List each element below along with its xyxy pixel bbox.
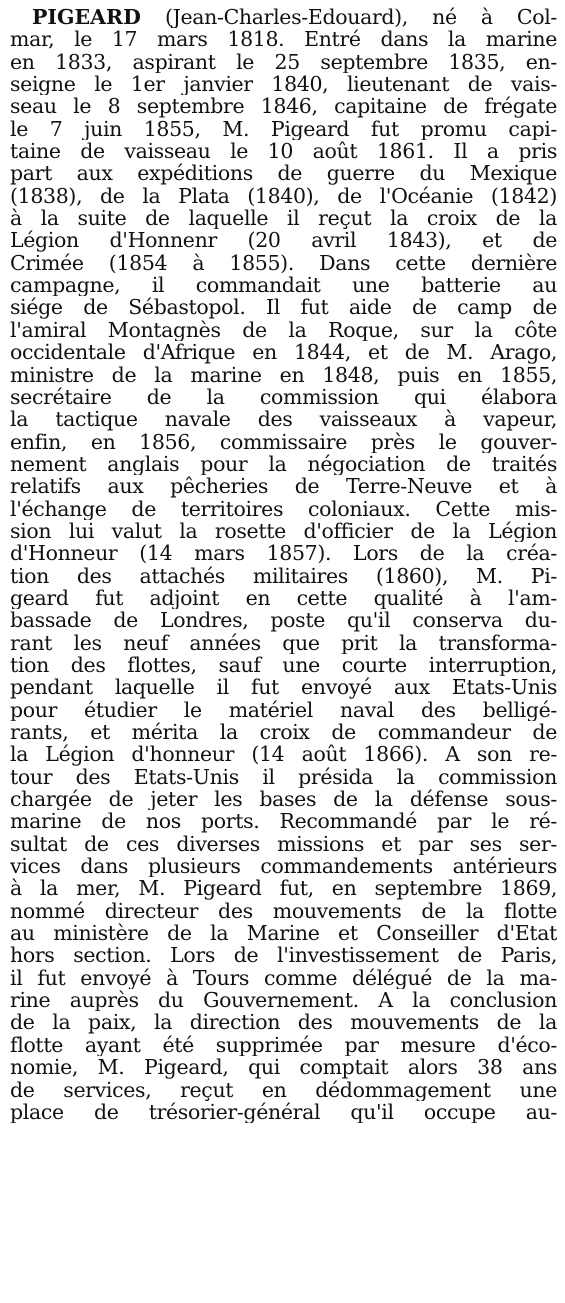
entry-text-line: bassade de Londres, poste qu'il conserva du- <box>10 609 557 632</box>
entry-text-line: tion des attachés militaires (1860), M. Pi- <box>10 564 557 587</box>
entry-text-line: rant les neuf années que prit la transforma- <box>10 631 557 654</box>
entry-text-line: de la paix, la direction des mouvements de la <box>10 1011 557 1034</box>
entry-text-line: chargée de jeter les bases de la défense sous- <box>10 788 557 811</box>
entry-text-line: d'Honneur (14 mars 1857). Lors de la créa- <box>10 542 557 565</box>
entry-text-line: part aux expéditions de guerre du Mexique <box>10 162 557 185</box>
entry-text-line: siége de Sébastopol. Il fut aide de camp de <box>10 296 557 319</box>
entry-text-line: secrétaire de la commission qui élabora <box>10 385 557 409</box>
entry-text-line: vices dans plusieurs commandements antérieurs <box>10 855 557 878</box>
entry-text-line: il fut envoyé à Tours comme délégué de la ma- <box>10 966 557 990</box>
entry-text-line: le 7 juin 1855, M. Pigeard fut promu capi- <box>10 117 557 141</box>
entry-text-line: place de trésorier-général qu'il occupe au- <box>10 1100 557 1124</box>
entry-text-line: l'échange de territoires coloniaux. Cette mis- <box>10 497 557 520</box>
entry-text-line: relatifs aux pêcheries de Terre-Neuve et à <box>10 475 557 498</box>
entry-text-line: hors section. Lors de l'investissement de Paris, <box>10 944 557 967</box>
entry-text-line: l'amiral Montagnès de la Roque, sur la côte <box>10 318 557 342</box>
entry-text-line: seau le 8 septembre 1846, capitaine de frégate <box>10 95 557 118</box>
entry-first-line <box>10 6 557 28</box>
entry-text-line: pour étudier le matériel naval des belligé- <box>10 698 557 721</box>
entry-text-line: de services, reçut en dédommagement une <box>10 1078 557 1101</box>
entry-text-line: sion lui valut la rosette d'officier de la Légion <box>10 519 557 543</box>
entry-text-line: Légion d'Honnenr (20 avril 1843), et de <box>10 229 557 252</box>
entry-text-line: tion des flottes, sauf une courte interruption, <box>10 653 557 677</box>
entry-text-line: rants, et mérita la croix de commandeur de <box>10 721 557 744</box>
entry-text-line: geard fut adjoint en cette qualité à l'am- <box>10 586 557 610</box>
entry-text-line: pendant laquelle il fut envoyé aux Etats-Unis <box>10 676 557 699</box>
entry-headword: PIGEARD <box>32 6 141 29</box>
entry-text-line: nement anglais pour la négociation de traités <box>10 452 557 476</box>
entry-text-line: campagne, il commandait une batterie au <box>10 274 557 297</box>
entry-text-line: flotte ayant été supprimée par mesure d'éco- <box>10 1033 557 1057</box>
entry-text-line: au ministère de la Marine et Conseiller d'Etat <box>10 922 557 945</box>
entry-text-line: enfin, en 1856, commissaire près le gouver- <box>10 430 557 453</box>
entry-text-line: sultat de ces diverses missions et par ses ser- <box>10 832 557 856</box>
entry-text-line: nomie, M. Pigeard, qui comptait alors 38 ans <box>10 1056 557 1079</box>
entry-text-line: ministre de la marine en 1848, puis en 1855, <box>10 363 557 386</box>
entry-text-line: seigne le 1er janvier 1840, lieutenant de vais- <box>10 73 557 96</box>
entry-text-line: à la suite de laquelle il reçut la croix de la <box>10 207 557 230</box>
entry-text-line: occidentale d'Afrique en 1844, et de M. Arago, <box>10 341 557 364</box>
entry-text-line: Crimée (1854 à 1855). Dans cette dernière <box>10 251 557 275</box>
entry-text-line: la Légion d'honneur (14 août 1866). A son re- <box>10 743 557 766</box>
entry-text-line: taine de vaisseau le 10 août 1861. Il a pris <box>10 140 557 163</box>
entry-text-line: nommé directeur des mouvements de la flotte <box>10 899 557 923</box>
entry-text-line: rine auprès du Gouvernement. A la conclusion <box>10 989 557 1012</box>
entry-text-line: tour des Etats-Unis il présida la commission <box>10 765 557 789</box>
entry-text-line: à la mer, M. Pigeard fut, en septembre 1869, <box>10 877 557 900</box>
entry-text-line: en 1833, aspirant le 25 septembre 1835, en- <box>10 50 557 74</box>
entry-text-line: (1838), de la Plata (1840), de l'Océanie (1842) <box>10 184 557 208</box>
entry-text-line: marine de nos ports. Recommandé par le ré- <box>10 810 557 833</box>
biographical-entry <box>10 6 557 1123</box>
entry-text-line: la tactique navale des vaisseaux à vapeur, <box>10 408 557 431</box>
entry-text-line: mar, le 17 mars 1818. Entré dans la marine <box>10 28 557 51</box>
entry-first-line-text: (Jean-Charles-Edouard), né à Col- <box>140 6 557 29</box>
